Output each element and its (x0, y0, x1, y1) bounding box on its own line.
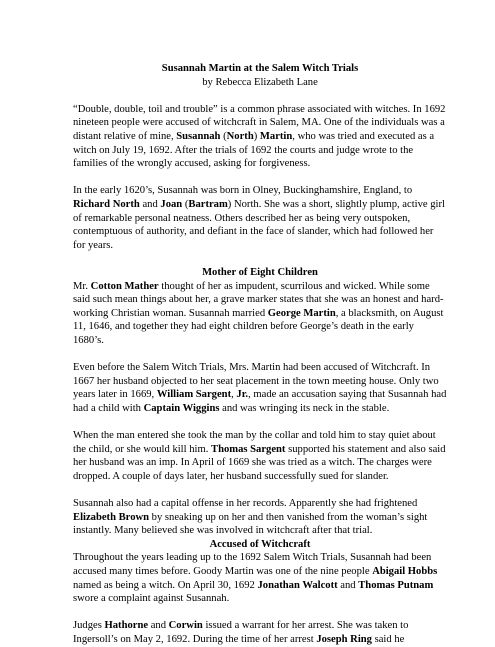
bold-name: Hathorne (104, 620, 149, 632)
section-accused (73, 551, 447, 646)
bold-name: Susannah (176, 130, 221, 142)
paragraph: Mr. Cotton Mather thought of her as impudent, scurrilous and wicked. While some said such mean things about her, a grave marker states that she was an honest and hard-working Christian woman. Susannah married George Martin, a blacksmith, on August 11, 1646, and together they had eight children before George’s death in the early 1680’s. (73, 280, 444, 346)
section-mother-of-eight (73, 280, 447, 538)
bold-name: George Martin (267, 307, 336, 319)
paragraph: Susannah also had a capital offense in her records. Apparently she had frightened Elizabeth Brown by sneaking up on her and then vanished from the woman’s sight instantly. Many believed she was involved in witchcraft after that trial. (73, 498, 428, 537)
bold-name: Corwin (168, 620, 203, 632)
bold-name: Jonathan Walcott (257, 579, 338, 591)
intro-section (73, 103, 447, 253)
bold-name: William Sargent (156, 389, 232, 401)
bold-name: Joseph Ring (316, 633, 372, 645)
bold-name: Captain Wiggins (143, 402, 220, 414)
paragraph: When the man entered she took the man by the collar and told him to stay quiet about the child, or she would kill him. Thomas Sargent supported his statement and also said her husband was an imp. In April of 1669 she was tried as a witch. The charges were dropped. A couple of days later, her husband successfully sued for slander. (73, 430, 446, 482)
bold-name: Jr. (236, 389, 249, 401)
bold-name: Abigail Hobbs (372, 565, 438, 577)
section-heading: Accused of Witchcraft (209, 538, 311, 550)
bold-name: Cotton Mather (90, 280, 159, 292)
bold-name: Martin (259, 130, 293, 142)
document-title: Susannah Martin at the Salem Witch Trials (161, 63, 359, 74)
paragraph: Judges Hathorne and Corwin issued a warrant for her arrest. She was taken to Ingersoll’s on May 2, 1692. During the time of her arrest Joseph Ring said he (73, 620, 409, 645)
document-byline: by Rebecca Elizabeth Lane (202, 76, 318, 88)
bold-name: Richard North (73, 198, 140, 210)
paragraph: Throughout the years leading up to the 1692 Salem Witch Trials, Susannah had been accused many times before. Goody Martin was one of the nine people Abigail Hobbs named as being a witch. On April 30, 1692 Jonathan Walcott and Thomas Putnam swore a complaint against Susannah. (73, 552, 438, 605)
paragraph: In the early 1620’s, Susannah was born in Olney, Buckinghamshire, England, to Richard North and Joan (Bartram) North. She was a short, slightly plump, active girl of remarkable personal neatness. Others described her as being very outspoken, contemptuous of authority, and defiant in the face of slander, which had followed her for years. (73, 185, 445, 251)
bold-name: Thomas Putnam (358, 579, 434, 591)
paragraph: Even before the Salem Witch Trials, Mrs. Martin had been accused of Witchcraft. In 1667 her husband objected to her seat placement in the town meeting house. Only two years later in 1669, William Sargent, Jr., made an accusation saying that Susannah had had a child with Captain Wiggins and was wringing its neck in the stable. (73, 362, 447, 414)
bold-name: Thomas Sargent (211, 443, 286, 455)
paragraph: “Double, double, toil and trouble” is a common phrase associated with witches. In 1692 nineteen people were accused of witchcraft in Salem, MA. One of the individuals was a distant relative of mine, Susannah (North) Martin, who was tried and executed as a witch on July 19, 1692. After the trials of 1692 the courts and judge wrote to the families of the wrongly accused, asking for forgiveness. (73, 103, 446, 170)
bold-name: Bartram (188, 198, 228, 210)
bold-name: Elizabeth Brown (73, 511, 150, 523)
bold-name: North (226, 130, 254, 142)
bold-name: Joan (160, 198, 183, 210)
section-heading: Mother of Eight Children (202, 266, 318, 278)
